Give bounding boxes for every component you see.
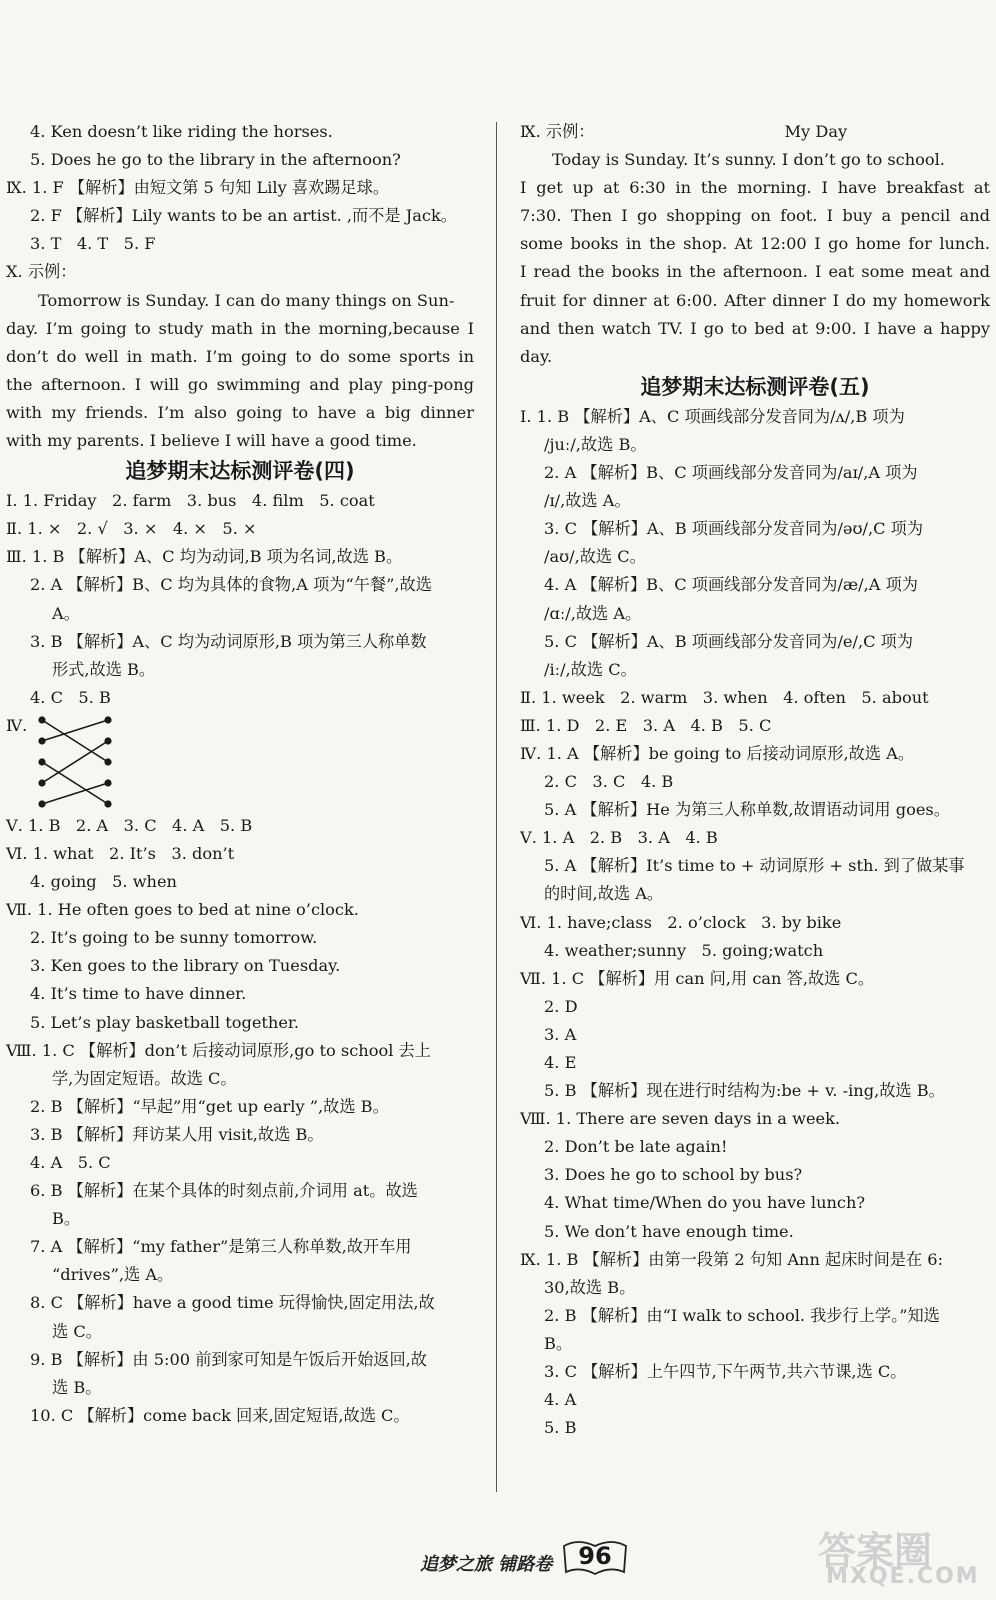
answer-line: Ⅴ. 1. A 2. B 3. A 4. B bbox=[520, 828, 718, 848]
essay-line: and then watch TV. I go to bed at 9:00. I have a happy bbox=[520, 318, 990, 338]
answer-line: 4. weather;sunny 5. going;watch bbox=[544, 940, 824, 960]
page-number-badge bbox=[560, 1536, 630, 1580]
watermark-url: MXQE.COM bbox=[826, 1564, 980, 1589]
answer-line: /iː/,故选 C。 bbox=[544, 659, 637, 679]
answer-line: 2. B 【解析】“早起”用“get up early ”,故选 B。 bbox=[30, 1096, 389, 1116]
section-label: Ⅸ. 示例： bbox=[520, 122, 595, 141]
answer-line: 3. B 【解析】拜访某人用 visit,故选 B。 bbox=[30, 1124, 324, 1144]
essay-line: don’t do well in math. I’m going to do some sports in bbox=[6, 346, 474, 366]
watermark bbox=[808, 1520, 988, 1592]
answer-line: /juː/,故选 B。 bbox=[544, 434, 647, 454]
essay-line: Tomorrow is Sunday. I can do many things on Sun- bbox=[38, 290, 455, 310]
essay-line: I read the books in the afternoon. I eat some meat and bbox=[520, 262, 990, 282]
answer-line: 2. F 【解析】Lily wants to be an artist. ,而不是 Jack。 bbox=[30, 206, 457, 226]
answer-line: B。 bbox=[52, 1209, 81, 1229]
essay-line: 7:30. Then I go shopping on foot. I buy a pencil and bbox=[520, 206, 990, 226]
answer-line: Ⅶ. 1. C 【解析】用 can 问,用 can 答,故选 C。 bbox=[520, 968, 875, 988]
answer-line: B。 bbox=[544, 1333, 573, 1353]
answer-line: 4. What time/When do you have lunch? bbox=[544, 1193, 866, 1213]
answer-line: Ⅷ. 1. C 【解析】don’t 后接动词原形,go to school 去上 bbox=[6, 1040, 431, 1060]
answer-line: Ⅸ. 1. F 【解析】由短文第 5 句知 Lily 喜欢踢足球。 bbox=[6, 178, 390, 198]
answer-line: 学,为固定短语。故选 C。 bbox=[52, 1068, 237, 1088]
matching-diagram bbox=[6, 712, 124, 812]
brand-logo: 追梦之旅 铺路卷 bbox=[420, 1554, 553, 1575]
answer-line: 3. T 4. T 5. F bbox=[30, 234, 156, 254]
answer-line: /aʊ/,故选 C。 bbox=[544, 547, 646, 567]
answer-line: 形式,故选 B。 bbox=[52, 659, 156, 679]
answer-line: 30,故选 B。 bbox=[544, 1277, 636, 1297]
answer-line: 2. D bbox=[544, 996, 578, 1016]
answer-line: A。 bbox=[52, 603, 80, 623]
answer-line: 4. going 5. when bbox=[30, 872, 177, 892]
section-label-row bbox=[520, 118, 990, 146]
answer-line: 3. C 【解析】上午四节,下午两节,共六节课,选 C。 bbox=[544, 1362, 907, 1382]
answer-line: 2. A 【解析】B、C 项画线部分发音同为/aɪ/,A 项为 bbox=[544, 463, 918, 483]
answer-line: Ⅴ. 1. B 2. A 3. C 4. A 5. B bbox=[6, 815, 253, 835]
watermark-text: 答案圈 bbox=[818, 1529, 933, 1573]
answer-line: 选 C。 bbox=[52, 1321, 102, 1341]
answer-line: Ⅵ. 1. have;class 2. o’clock 3. by bike bbox=[520, 912, 842, 932]
answer-line: 2. A 【解析】B、C 均为具体的食物,A 项为“午餐”,故选 bbox=[30, 575, 432, 595]
answer-line: 的时间,故选 A。 bbox=[544, 884, 664, 904]
essay-line: some books in the shop. At 12:00 I go home for lunch. bbox=[520, 234, 990, 254]
answer-line: 4. E bbox=[544, 1053, 577, 1072]
answer-line: 3. Ken goes to the library on Tuesday. bbox=[30, 956, 341, 976]
section-label: Ⅹ. 示例： bbox=[6, 262, 77, 282]
essay-line: Today is Sunday. It’s sunny. I don’t go to school. bbox=[552, 150, 945, 170]
essay-line: day. I’m going to study math in the morning,because I bbox=[6, 318, 474, 338]
section-label: Ⅳ. bbox=[6, 715, 28, 735]
answer-line: Ⅸ. 1. B 【解析】由第一段第 2 句知 Ann 起床时间是在 6: bbox=[520, 1249, 944, 1269]
answer-line: 2. It’s going to be sunny tomorrow. bbox=[30, 928, 318, 948]
answer-line: Ⅵ. 1. what 2. It’s 3. don’t bbox=[6, 843, 235, 863]
answer-line: 5. B 【解析】现在进行时结构为:be + v. -ing,故选 B。 bbox=[544, 1081, 945, 1101]
answer-line: 5. Does he go to the library in the afternoon? bbox=[30, 150, 401, 170]
column-divider bbox=[496, 122, 497, 1492]
answer-line: 10. C 【解析】come back 回来,固定短语,故选 C。 bbox=[30, 1405, 410, 1425]
page-number: 96 bbox=[578, 1542, 612, 1570]
answer-line: 2. C 3. C 4. B bbox=[544, 772, 674, 792]
answer-line: 4. A 5. C bbox=[30, 1153, 111, 1172]
section-title-5: 追梦期末达标测评卷(五) bbox=[640, 374, 870, 399]
answer-line: 5. C 【解析】A、B 项画线部分发音同为/e/,C 项为 bbox=[544, 631, 914, 651]
answer-line: 2. Don’t be late again! bbox=[544, 1137, 728, 1157]
answer-line: 4. A bbox=[544, 1390, 577, 1410]
answer-line: 3. C 【解析】A、B 项画线部分发音同为/əʊ/,C 项为 bbox=[544, 519, 924, 539]
answer-line: 4. Ken doesn’t like riding the horses. bbox=[30, 122, 333, 141]
answer-line: 5. B bbox=[544, 1418, 577, 1438]
answer-line: 5. We don’t have enough time. bbox=[544, 1221, 794, 1241]
answer-line: Ⅰ. 1. Friday 2. farm 3. bus 4. film 5. coat bbox=[6, 491, 375, 511]
essay-line: with my parents. I believe I will have a good time. bbox=[6, 431, 417, 451]
answer-line: 5. A 【解析】It’s time to + 动词原形 + sth. 到了做某事 bbox=[544, 856, 965, 876]
answer-line: 选 B。 bbox=[52, 1377, 102, 1397]
answer-line: Ⅲ. 1. D 2. E 3. A 4. B 5. C bbox=[520, 715, 772, 735]
essay-line: day. bbox=[520, 346, 553, 366]
answer-line: 5. Let’s play basketball together. bbox=[30, 1012, 300, 1032]
answer-line: Ⅶ. 1. He often goes to bed at nine o’clock. bbox=[6, 900, 359, 920]
answer-line: 3. Does he go to school by bus? bbox=[544, 1165, 803, 1185]
answer-line: Ⅰ. 1. B 【解析】A、C 项画线部分发音同为/ʌ/,B 项为 bbox=[520, 406, 905, 426]
page-footer bbox=[420, 1532, 640, 1588]
essay-line: the afternoon. I will go swimming and play ping-pong bbox=[6, 374, 474, 394]
answer-line: Ⅱ. 1. week 2. warm 3. when 4. often 5. about bbox=[520, 687, 929, 707]
answer-line: /ɪ/,故选 A。 bbox=[544, 491, 631, 511]
answer-line: 9. B 【解析】由 5:00 前到家可知是午饭后开始返回,故 bbox=[30, 1349, 427, 1369]
answer-line: 3. A bbox=[544, 1024, 577, 1044]
answer-line: 7. A 【解析】“my father”是第三人称单数,故开车用 bbox=[30, 1237, 412, 1257]
answer-line: 5. A 【解析】He 为第三人称单数,故谓语动词用 goes。 bbox=[544, 800, 950, 820]
section-title-4: 追梦期末达标测评卷(四) bbox=[125, 459, 355, 484]
essay-line: I get up at 6:30 in the morning. I have breakfast at bbox=[520, 178, 990, 198]
answer-line: Ⅲ. 1. B 【解析】A、C 均为动词,B 项为名词,故选 B。 bbox=[6, 547, 403, 567]
essay-line: fruit for dinner at 6:00. After dinner I do my homework bbox=[520, 290, 990, 310]
answer-line: 4. C 5. B bbox=[30, 687, 111, 707]
answer-line: 2. B 【解析】由“I walk to school. 我步行上学。”知选 bbox=[544, 1305, 940, 1325]
essay-line: with my friends. I’m also going to have a big dinner bbox=[6, 402, 474, 422]
answer-line: “drives”,选 A。 bbox=[52, 1265, 174, 1285]
answer-line: 8. C 【解析】have a good time 玩得愉快,固定用法,故 bbox=[30, 1293, 435, 1313]
answer-line: 4. A 【解析】B、C 项画线部分发音同为/æ/,A 项为 bbox=[544, 575, 918, 595]
left-column bbox=[6, 118, 474, 1430]
answer-line: 3. B 【解析】A、C 均为动词原形,B 项为第三人称单数 bbox=[30, 631, 427, 651]
answer-line: Ⅱ. 1. × 2. √ 3. × 4. × 5. × bbox=[6, 519, 257, 539]
answer-line: 4. It’s time to have dinner. bbox=[30, 984, 247, 1004]
answer-line: Ⅷ. 1. There are seven days in a week. bbox=[520, 1109, 841, 1129]
essay-title: My Day bbox=[784, 122, 848, 141]
answer-line: 6. B 【解析】在某个具体的时刻点前,介词用 at。故选 bbox=[30, 1181, 418, 1201]
right-column bbox=[520, 118, 990, 1442]
answer-line: /ɑː/,故选 A。 bbox=[544, 603, 642, 623]
answer-line: Ⅳ. 1. A 【解析】be going to 后接动词原形,故选 A。 bbox=[520, 743, 915, 763]
matching-lines bbox=[34, 712, 124, 812]
